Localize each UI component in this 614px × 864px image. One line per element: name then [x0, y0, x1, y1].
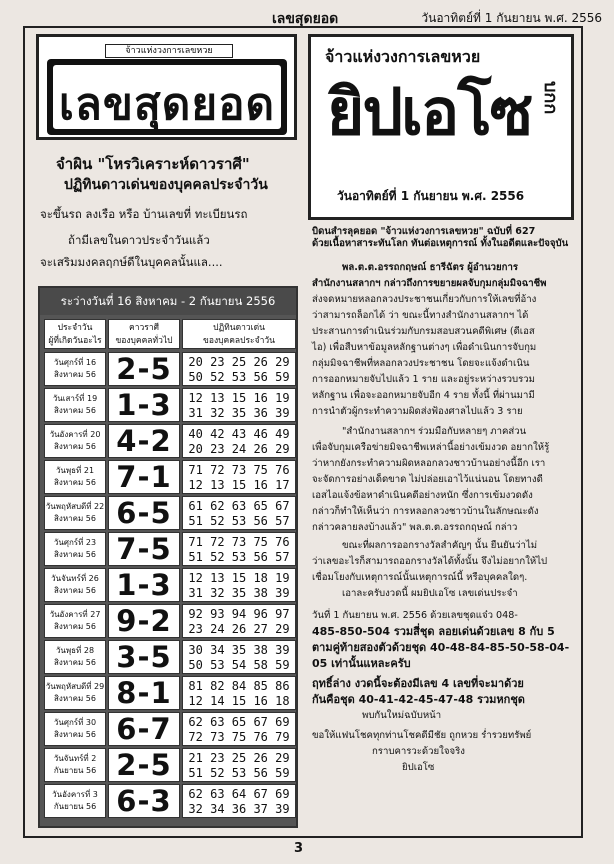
row-pair: 1-3: [108, 388, 180, 422]
row-date-day: วันอังคารที่ 3: [52, 790, 98, 799]
intro-line-3: จะขึ้นรถ ลงเรือ หรือ บ้านเลขที่ ทะเบียนรถ: [40, 207, 248, 221]
article-line: เอสไอแจ้งข้อหาดำเนินคดีอย่างหนัก ซึ่งการเข้มงวดดัง: [312, 490, 533, 501]
row-date: [44, 352, 106, 386]
row-numbers-line-2: 72 73 75 76 79: [188, 730, 290, 744]
intro-line-1: จำผิน "โหรวิเคราะห์ดาวราศี": [56, 155, 250, 173]
article-line: 485-850-504 รวมสี่ชุด ลอยเด่นด้วยเลข 8 กับ 5: [312, 625, 555, 638]
logo-plate: [47, 59, 287, 135]
row-pair: 2-5: [108, 748, 180, 782]
row-pair: 7-1: [108, 460, 180, 494]
row-numbers-line-1: 30 34 35 38 39: [188, 643, 290, 657]
row-date: [44, 532, 106, 566]
article-line: กล่าวก็ทำให้เห็นว่า การหลอกลวงชาวบ้านในลักษณะดัง: [312, 506, 539, 517]
right-masthead: [308, 34, 574, 220]
table-row: [44, 460, 296, 494]
table-row: [44, 424, 296, 458]
row-numbers-line-1: 61 62 63 65 67: [188, 499, 290, 513]
table-row: [44, 352, 296, 386]
article-line: ขอให้แฟนโชคทุกท่านโชคดีมีชัย ถูกหวย ร่ำรวยทรัพย์: [312, 730, 532, 741]
header-pair-col: [108, 319, 180, 349]
row-pair: 4-2: [108, 424, 180, 458]
row-numbers-line-2: 51 52 53 56 57: [188, 514, 290, 528]
header-nums-line-1: ปฏิทินดาวเด่น: [213, 323, 265, 333]
page-number: 3: [294, 841, 304, 856]
row-date: [44, 712, 106, 746]
right-title: จ้าวแห่งวงการเลขหวย: [325, 47, 481, 66]
header-pair-line-1: คาวราศี: [129, 323, 159, 333]
row-date-month: สิงหาคม 56: [54, 694, 96, 703]
row-date-month: สิงหาคม 56: [54, 658, 96, 667]
table-row: [44, 748, 296, 782]
row-date: [44, 388, 106, 422]
header-pair-line-2: ของบุคคลทั่วไป: [115, 336, 173, 346]
article-line: ว่าเลขอะไรก็สามารถออกรางวัลได้ทั้งนั้น จึงไม่อยากให้ไป: [312, 556, 548, 567]
right-date: วันอาทิตย์ที่ 1 กันยายน พ.ศ. 2556: [337, 189, 525, 203]
table-header: [44, 319, 292, 349]
row-date-month: สิงหาคม 56: [54, 370, 96, 379]
row-date-month: สิงหาคม 56: [54, 406, 96, 415]
row-numbers: [182, 352, 296, 386]
article-line: เพื่อจับกุมเครือข่ายมิจฉาชีพเหล่านี้อย่างเข้มงวด อยากให้รู้: [312, 442, 550, 453]
row-date: [44, 676, 106, 710]
row-numbers: [182, 640, 296, 674]
logo-name: เลขสุดยอด: [58, 79, 276, 130]
article-line: พล.ต.ต.อรรถกฤษณ์ ธารีฉัตร ผู้อำนวยการ: [342, 262, 518, 273]
row-numbers-line-1: 40 42 43 46 49: [188, 427, 290, 441]
row-date: [44, 424, 106, 458]
right-side-label: [539, 81, 561, 119]
article-line: ด้วยเนื้อหาสาระทันโลก ทันต่อเหตุการณ์ ทั้งในอดีตและปัจจุบัน: [312, 238, 569, 249]
left-intro: [36, 148, 297, 288]
row-numbers-line-1: 92 93 94 96 97: [188, 607, 290, 621]
row-numbers: [182, 748, 296, 782]
row-pair: 6-5: [108, 496, 180, 530]
article-line: ว่าหากยังกระทำความผิดหลอกลวงชาวบ้านอย่างนี้อีก เรา: [312, 458, 546, 469]
row-numbers-line-2: 50 53 54 58 59: [188, 658, 290, 672]
row-numbers: [182, 424, 296, 458]
logo-inner: [53, 65, 281, 129]
article-line: บิดนสำรลุคยอด "จ้าวแห่งวงการเลขหวย" ฉบับที่ 627: [312, 226, 536, 237]
row-pair: 3-5: [108, 640, 180, 674]
row-numbers: [182, 460, 296, 494]
article-line: กันคือชุด 40-41-42-45-47-48 รวมหกชุด: [312, 693, 525, 706]
row-numbers: [182, 388, 296, 422]
article-line: หลักฐาน เพื่อจะออกหมายจับอีก 4 ราย ทั้งนี้ ที่ผ่านมามี: [312, 390, 535, 401]
row-date: [44, 784, 106, 818]
row-date: [44, 568, 106, 602]
row-date-day: วันพุธที่ 21: [55, 466, 95, 475]
row-pair: 1-3: [108, 568, 180, 602]
row-numbers: [182, 676, 296, 710]
row-date: [44, 640, 106, 674]
page-header: [14, 6, 602, 26]
row-date-day: วันพฤหัสบดีที่ 22: [45, 502, 105, 511]
row-date-day: วันศุกร์ที่ 23: [53, 538, 97, 547]
right-logo: ยิปเอโซ: [326, 75, 532, 150]
row-numbers: [182, 604, 296, 638]
row-numbers-line-2: 12 14 15 16 18: [188, 694, 290, 708]
intro-line-2: ปฏิทินดาวเด่นของบุคคลประจำวัน: [64, 177, 268, 193]
row-numbers-line-2: 12 13 15 16 17: [188, 478, 290, 492]
row-numbers-line-1: 71 72 73 75 76: [188, 463, 290, 477]
row-numbers-line-2: 31 32 35 38 39: [188, 586, 290, 600]
header-brand: เลขสุดยอด: [272, 11, 339, 27]
row-numbers-line-1: 81 82 84 85 86: [188, 679, 290, 693]
row-numbers: [182, 784, 296, 818]
row-date-day: วันจันทร์ที่ 26: [51, 574, 99, 583]
article-line: ไอ) เพื่อสืบหาข้อมูลหลักฐานต่างๆ เพื่อดำเนินการจับกุม: [312, 342, 537, 353]
row-date: [44, 460, 106, 494]
article-line: การออกหมายจับไปแล้ว 1 ราย และอยู่ระหว่างรวบรวม: [312, 374, 536, 385]
row-date: [44, 496, 106, 530]
row-pair: 7-5: [108, 532, 180, 566]
row-numbers-line-1: 62 63 64 67 69: [188, 787, 290, 801]
row-pair: 9-2: [108, 604, 180, 638]
row-date-day: วันเสาร์ที่ 19: [52, 394, 98, 403]
header-date-line-2: ผู้ที่เกิดวันอะไร: [48, 336, 102, 346]
row-numbers-line-1: 71 72 73 75 76: [188, 535, 290, 549]
article-line: การนำตัวผู้กระทำความผิดส่งฟ้องศาลไปแล้ว 3 ราย: [312, 406, 523, 417]
article-line: 05 เท่านั้นแหละครับ: [312, 657, 411, 670]
table-row: [44, 640, 296, 674]
table-row: [44, 712, 296, 746]
article-line: เอาละครับงวดนี้ ผมยิปเอโซ เลขเด่นประจำ: [342, 588, 518, 599]
row-date-month: สิงหาคม 56: [54, 730, 96, 739]
article-line: ขณะที่ผลการออกรางวัลสำคัญๆ นั้น ยืนยันว่าไม่: [342, 540, 538, 551]
row-numbers-line-1: 62 63 65 67 69: [188, 715, 290, 729]
row-date-month: กันยายน 56: [53, 802, 97, 811]
header-date-line-1: ประจำวัน: [57, 323, 93, 333]
row-date-month: สิงหาคม 56: [54, 478, 96, 487]
side-label-text: บกก: [540, 81, 561, 115]
left-logo: [36, 34, 297, 140]
article-line: จะจัดการอย่างเด็ดขาด ไม่ปล่อยเอาไว้แน่นอน โดยทางดี: [312, 474, 543, 485]
row-date-day: วันพฤหัสบดีที่ 29: [45, 682, 105, 691]
table-row: [44, 568, 296, 602]
row-numbers-line-1: 21 23 25 26 29: [188, 751, 290, 765]
article-line: พบกันใหม่ฉบับหน้า: [362, 710, 442, 721]
article-line: สำนักงานสลากฯ กล่าวถึงการขยายผลจับกุมกลุ่มมิจฉาชีพ: [312, 278, 547, 289]
row-date-month: สิงหาคม 56: [54, 622, 96, 631]
row-pair: 2-5: [108, 352, 180, 386]
header-date-col: [44, 319, 106, 349]
row-pair: 8-1: [108, 676, 180, 710]
row-numbers-line-2: 51 52 53 56 57: [188, 550, 290, 564]
article-line: "สำนักงานสลากฯ ร่วมมือกับหลายๆ ภาคส่วน: [342, 426, 527, 437]
row-numbers-line-1: 12 13 15 16 19: [188, 391, 290, 405]
article-line: ว่าสามารถล็อกได้ ว่า ขณะนี้ทางสำนักงานสลากฯ ได้: [312, 310, 529, 321]
row-date-month: กันยายน 56: [53, 766, 97, 775]
intro-line-4: ถ้ามีเลขในดาวประจำวันแล้ว: [68, 233, 210, 247]
table-row: [44, 676, 296, 710]
row-date: [44, 604, 106, 638]
row-date-month: สิงหาคม 56: [54, 586, 96, 595]
row-pair: 6-7: [108, 712, 180, 746]
row-numbers: [182, 496, 296, 530]
row-numbers-line-1: 20 23 25 26 29: [188, 355, 290, 369]
article-line: วันที่ 1 กันยายน พ.ศ. 2556 ด้วยเลขชุดแจ๋ว 048-: [312, 610, 518, 621]
row-pair: 6-3: [108, 784, 180, 818]
article-line: ส่งจดหมายหลอกลวงประชาชนเกี่ยวกับการให้เลขที่อ้าง: [312, 294, 537, 305]
row-date-day: วันอังคารที่ 27: [49, 610, 101, 619]
row-date-day: วันศุกร์ที่ 16: [53, 358, 97, 367]
article-line: ตามคู่ท้ายสองตัวด้วยชุด 40-48-84-85-50-58-04-: [312, 641, 570, 654]
table-title: ระว่างวันที่ 16 สิงหาคม - 2 กันยายน 2556: [40, 288, 296, 315]
row-date-day: วันอังคารที่ 20: [49, 430, 101, 439]
intro-line-5: จะเสริมมงคลฤกษ์ดีในบุคคลนั้นแล....: [40, 255, 223, 269]
header-nums-col: [182, 319, 296, 349]
row-numbers: [182, 532, 296, 566]
row-numbers: [182, 712, 296, 746]
row-date-day: วันจันทร์ที่ 2: [53, 754, 97, 763]
row-numbers-line-2: 50 52 53 56 59: [188, 370, 290, 384]
row-date: [44, 748, 106, 782]
row-numbers: [182, 568, 296, 602]
row-numbers-line-1: 12 13 15 18 19: [188, 571, 290, 585]
row-numbers-line-2: 51 52 53 56 59: [188, 766, 290, 780]
row-date-day: วันพุธที่ 28: [55, 646, 95, 655]
row-date-month: สิงหาคม 56: [54, 514, 96, 523]
table-row: [44, 532, 296, 566]
row-date-month: สิงหาคม 56: [54, 442, 96, 451]
table-row: [44, 604, 296, 638]
row-numbers-line-2: 32 34 36 37 39: [188, 802, 290, 816]
row-date-month: สิงหาคม 56: [54, 550, 96, 559]
article-line: เชื่อมโยงกับเหตุการณ์นั้นเหตุการณ์นี้ หรือบุคคลใดๆ.: [312, 572, 528, 583]
article-line: ฤทธิ์ล่าง งวดนี้จะต้องมีเลข 4 เลขที่จะมาด้วย: [312, 677, 524, 690]
row-date-day: วันศุกร์ที่ 30: [53, 718, 97, 727]
row-numbers-line-2: 20 23 24 26 29: [188, 442, 290, 456]
header-date: วันอาทิตย์ที่ 1 กันยายน พ.ศ. 2556: [421, 11, 602, 25]
article-line: ยิปเอโซ: [402, 762, 435, 773]
table-row: [44, 388, 296, 422]
row-numbers-line-2: 31 32 35 36 39: [188, 406, 290, 420]
lucky-number-table: [38, 286, 298, 828]
article-line: กล่าวคลายลงบ้างแล้ว" พล.ต.ต.อรรถกฤษณ์ กล่าว: [312, 522, 518, 533]
table-row: [44, 496, 296, 530]
row-numbers-line-2: 23 24 26 27 29: [188, 622, 290, 636]
table-row: [44, 784, 296, 818]
article-line: กลุ่มมิจฉาชีพที่หลอกลวงประชาชน โดยจะแจ้งดำเนิน: [312, 358, 530, 369]
article-line: ประสานการดำเนินร่วมกับกรมสอบสวนคดีพิเศษ (ดีเอส: [312, 326, 535, 337]
article-line: กราบคารวะด้วยใจจริง: [372, 746, 465, 757]
header-nums-line-2: ของบุคคลประจำวัน: [203, 336, 275, 346]
logo-tag: จ้าวแห่งวงการเลขหวย: [105, 44, 233, 58]
